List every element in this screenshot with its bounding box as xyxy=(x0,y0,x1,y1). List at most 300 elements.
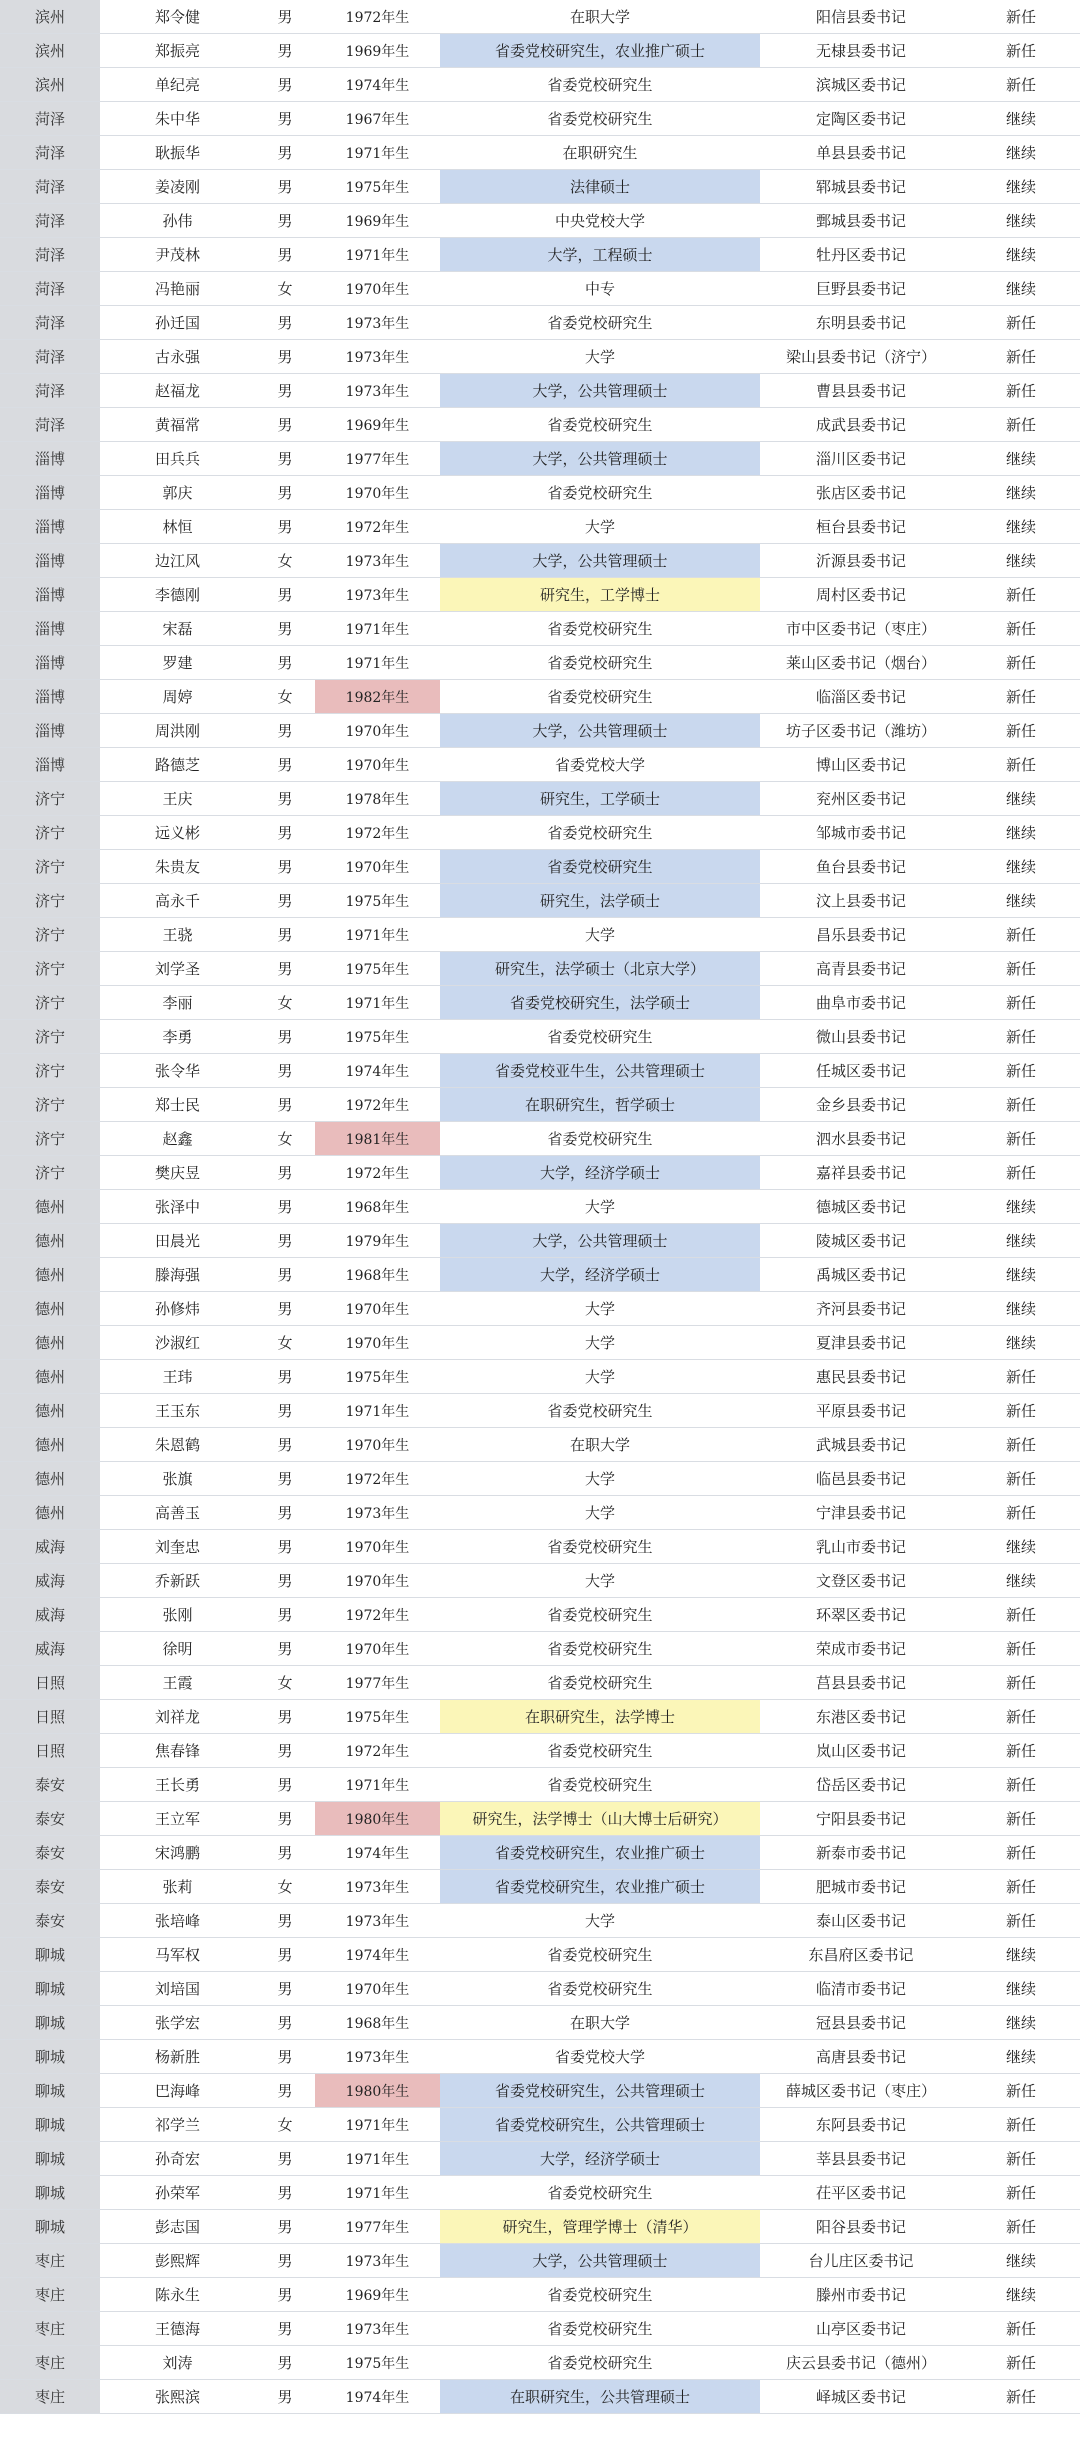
table-row xyxy=(0,714,1080,748)
gender-cell: 男 xyxy=(255,816,315,850)
birth-year-cell: 1970年生 xyxy=(315,476,440,510)
education-cell: 省委党校研究生 xyxy=(440,1394,760,1428)
status-cell: 新任 xyxy=(962,1360,1080,1394)
gender-cell: 男 xyxy=(255,510,315,544)
gender-cell: 男 xyxy=(255,1360,315,1394)
table-row xyxy=(0,1632,1080,1666)
birth-year-cell: 1973年生 xyxy=(315,2312,440,2346)
gender-cell: 男 xyxy=(255,952,315,986)
status-cell: 新任 xyxy=(962,646,1080,680)
table-row xyxy=(0,510,1080,544)
birth-year-cell: 1973年生 xyxy=(315,340,440,374)
table-row xyxy=(0,272,1080,306)
name-cell: 李德刚 xyxy=(100,578,255,612)
gender-cell: 女 xyxy=(255,272,315,306)
status-cell: 继续 xyxy=(962,1972,1080,2006)
table-row xyxy=(0,1054,1080,1088)
table-row xyxy=(0,170,1080,204)
table-row xyxy=(0,952,1080,986)
gender-cell: 女 xyxy=(255,986,315,1020)
birth-year-cell: 1971年生 xyxy=(315,612,440,646)
birth-year-cell: 1973年生 xyxy=(315,2244,440,2278)
gender-cell: 男 xyxy=(255,850,315,884)
gender-cell: 男 xyxy=(255,306,315,340)
city-cell: 枣庄 xyxy=(0,2380,100,2414)
position-cell: 莘县县委书记 xyxy=(760,2142,962,2176)
status-cell: 继续 xyxy=(962,1938,1080,1972)
education-cell: 省委党校研究生，公共管理硕士 xyxy=(440,2108,760,2142)
name-cell: 耿振华 xyxy=(100,136,255,170)
gender-cell: 男 xyxy=(255,0,315,34)
gender-cell: 男 xyxy=(255,2074,315,2108)
city-cell: 聊城 xyxy=(0,2210,100,2244)
status-cell: 新任 xyxy=(962,578,1080,612)
birth-year-cell: 1975年生 xyxy=(315,884,440,918)
status-cell: 继续 xyxy=(962,170,1080,204)
name-cell: 陈永生 xyxy=(100,2278,255,2312)
education-cell: 省委党校研究生 xyxy=(440,2346,760,2380)
birth-year-cell: 1971年生 xyxy=(315,136,440,170)
education-cell: 大学，公共管理硕士 xyxy=(440,374,760,408)
gender-cell: 男 xyxy=(255,1020,315,1054)
city-cell: 淄博 xyxy=(0,748,100,782)
name-cell: 祁学兰 xyxy=(100,2108,255,2142)
city-cell: 滨州 xyxy=(0,0,100,34)
position-cell: 环翠区委书记 xyxy=(760,1598,962,1632)
education-cell: 大学 xyxy=(440,1564,760,1598)
education-cell: 省委党校研究生 xyxy=(440,816,760,850)
city-cell: 济宁 xyxy=(0,1156,100,1190)
position-cell: 沂源县委书记 xyxy=(760,544,962,578)
gender-cell: 男 xyxy=(255,1972,315,2006)
name-cell: 孙奇宏 xyxy=(100,2142,255,2176)
city-cell: 德州 xyxy=(0,1190,100,1224)
city-cell: 聊城 xyxy=(0,2142,100,2176)
table-row xyxy=(0,340,1080,374)
gender-cell: 男 xyxy=(255,1904,315,1938)
city-cell: 菏泽 xyxy=(0,170,100,204)
education-cell: 大学 xyxy=(440,340,760,374)
city-cell: 淄博 xyxy=(0,544,100,578)
education-cell: 大学 xyxy=(440,1190,760,1224)
name-cell: 张熙滨 xyxy=(100,2380,255,2414)
gender-cell: 男 xyxy=(255,2346,315,2380)
gender-cell: 男 xyxy=(255,1734,315,1768)
gender-cell: 女 xyxy=(255,1870,315,1904)
table-row xyxy=(0,1768,1080,1802)
city-cell: 聊城 xyxy=(0,2074,100,2108)
name-cell: 樊庆昱 xyxy=(100,1156,255,1190)
city-cell: 菏泽 xyxy=(0,272,100,306)
birth-year-cell: 1973年生 xyxy=(315,1870,440,1904)
status-cell: 继续 xyxy=(962,1224,1080,1258)
gender-cell: 男 xyxy=(255,748,315,782)
status-cell: 新任 xyxy=(962,612,1080,646)
status-cell: 新任 xyxy=(962,1054,1080,1088)
name-cell: 张刚 xyxy=(100,1598,255,1632)
status-cell: 继续 xyxy=(962,816,1080,850)
table-row xyxy=(0,578,1080,612)
education-cell: 研究生，法学硕士（北京大学） xyxy=(440,952,760,986)
city-cell: 淄博 xyxy=(0,612,100,646)
gender-cell: 女 xyxy=(255,544,315,578)
position-cell: 邹城市委书记 xyxy=(760,816,962,850)
education-cell: 大学，经济学硕士 xyxy=(440,1258,760,1292)
city-cell: 菏泽 xyxy=(0,102,100,136)
birth-year-cell: 1974年生 xyxy=(315,1054,440,1088)
birth-year-cell: 1972年生 xyxy=(315,1156,440,1190)
status-cell: 新任 xyxy=(962,1836,1080,1870)
city-cell: 淄博 xyxy=(0,714,100,748)
education-cell: 大学，工程硕士 xyxy=(440,238,760,272)
city-cell: 淄博 xyxy=(0,442,100,476)
table-row xyxy=(0,1972,1080,2006)
birth-year-cell: 1979年生 xyxy=(315,1224,440,1258)
position-cell: 茌平区委书记 xyxy=(760,2176,962,2210)
birth-year-cell: 1970年生 xyxy=(315,1292,440,1326)
gender-cell: 男 xyxy=(255,102,315,136)
position-cell: 台儿庄区委书记 xyxy=(760,2244,962,2278)
position-cell: 荣成市委书记 xyxy=(760,1632,962,1666)
education-cell: 省委党校研究生 xyxy=(440,2312,760,2346)
table-row xyxy=(0,782,1080,816)
name-cell: 李丽 xyxy=(100,986,255,1020)
status-cell: 新任 xyxy=(962,1632,1080,1666)
city-cell: 菏泽 xyxy=(0,238,100,272)
city-cell: 济宁 xyxy=(0,918,100,952)
gender-cell: 男 xyxy=(255,204,315,238)
position-cell: 莱山区委书记（烟台） xyxy=(760,646,962,680)
education-cell: 省委党校研究生，法学硕士 xyxy=(440,986,760,1020)
city-cell: 菏泽 xyxy=(0,306,100,340)
gender-cell: 男 xyxy=(255,1700,315,1734)
status-cell: 新任 xyxy=(962,1666,1080,1700)
table-row xyxy=(0,442,1080,476)
city-cell: 淄博 xyxy=(0,680,100,714)
gender-cell: 男 xyxy=(255,1054,315,1088)
birth-year-cell: 1971年生 xyxy=(315,918,440,952)
status-cell: 继续 xyxy=(962,102,1080,136)
education-cell: 在职研究生，公共管理硕士 xyxy=(440,2380,760,2414)
name-cell: 赵福龙 xyxy=(100,374,255,408)
status-cell: 继续 xyxy=(962,782,1080,816)
birth-year-cell: 1969年生 xyxy=(315,408,440,442)
education-cell: 在职大学 xyxy=(440,2006,760,2040)
table-row xyxy=(0,1496,1080,1530)
status-cell: 新任 xyxy=(962,2176,1080,2210)
gender-cell: 男 xyxy=(255,714,315,748)
city-cell: 菏泽 xyxy=(0,374,100,408)
table-row xyxy=(0,1428,1080,1462)
birth-year-cell: 1971年生 xyxy=(315,2142,440,2176)
status-cell: 继续 xyxy=(962,136,1080,170)
education-cell: 大学，公共管理硕士 xyxy=(440,2244,760,2278)
birth-year-cell: 1977年生 xyxy=(315,442,440,476)
status-cell: 新任 xyxy=(962,680,1080,714)
status-cell: 新任 xyxy=(962,374,1080,408)
status-cell: 新任 xyxy=(962,1428,1080,1462)
table-row xyxy=(0,2210,1080,2244)
position-cell: 兖州区委书记 xyxy=(760,782,962,816)
city-cell: 泰安 xyxy=(0,1870,100,1904)
name-cell: 罗建 xyxy=(100,646,255,680)
position-cell: 张店区委书记 xyxy=(760,476,962,510)
birth-year-cell: 1973年生 xyxy=(315,374,440,408)
birth-year-cell: 1971年生 xyxy=(315,986,440,1020)
gender-cell: 男 xyxy=(255,1938,315,1972)
position-cell: 禹城区委书记 xyxy=(760,1258,962,1292)
city-cell: 日照 xyxy=(0,1666,100,1700)
name-cell: 张培峰 xyxy=(100,1904,255,1938)
name-cell: 王玮 xyxy=(100,1360,255,1394)
status-cell: 继续 xyxy=(962,850,1080,884)
birth-year-cell: 1975年生 xyxy=(315,2346,440,2380)
gender-cell: 男 xyxy=(255,782,315,816)
position-cell: 坊子区委书记（潍坊） xyxy=(760,714,962,748)
city-cell: 济宁 xyxy=(0,986,100,1020)
table-row xyxy=(0,2142,1080,2176)
gender-cell: 男 xyxy=(255,646,315,680)
city-cell: 德州 xyxy=(0,1224,100,1258)
city-cell: 菏泽 xyxy=(0,340,100,374)
birth-year-cell: 1975年生 xyxy=(315,170,440,204)
position-cell: 滨城区委书记 xyxy=(760,68,962,102)
position-cell: 单县县委书记 xyxy=(760,136,962,170)
status-cell: 新任 xyxy=(962,34,1080,68)
position-cell: 临淄区委书记 xyxy=(760,680,962,714)
education-cell: 省委党校研究生，农业推广硕士 xyxy=(440,1870,760,1904)
education-cell: 大学，公共管理硕士 xyxy=(440,442,760,476)
gender-cell: 男 xyxy=(255,884,315,918)
birth-year-cell: 1968年生 xyxy=(315,2006,440,2040)
education-cell: 省委党校研究生 xyxy=(440,1734,760,1768)
status-cell: 新任 xyxy=(962,2312,1080,2346)
name-cell: 巴海峰 xyxy=(100,2074,255,2108)
name-cell: 滕海强 xyxy=(100,1258,255,1292)
city-cell: 泰安 xyxy=(0,1904,100,1938)
birth-year-cell: 1980年生 xyxy=(315,2074,440,2108)
city-cell: 德州 xyxy=(0,1496,100,1530)
city-cell: 菏泽 xyxy=(0,136,100,170)
birth-year-cell: 1968年生 xyxy=(315,1258,440,1292)
table-row xyxy=(0,1734,1080,1768)
name-cell: 张学宏 xyxy=(100,2006,255,2040)
gender-cell: 男 xyxy=(255,1768,315,1802)
status-cell: 新任 xyxy=(962,1020,1080,1054)
table-row xyxy=(0,2176,1080,2210)
status-cell: 继续 xyxy=(962,442,1080,476)
status-cell: 新任 xyxy=(962,1768,1080,1802)
name-cell: 徐明 xyxy=(100,1632,255,1666)
name-cell: 孙荣军 xyxy=(100,2176,255,2210)
education-cell: 省委党校研究生 xyxy=(440,850,760,884)
table-row xyxy=(0,816,1080,850)
position-cell: 曹县县委书记 xyxy=(760,374,962,408)
city-cell: 淄博 xyxy=(0,646,100,680)
table-row xyxy=(0,1360,1080,1394)
education-cell: 省委党校研究生 xyxy=(440,1122,760,1156)
position-cell: 山亭区委书记 xyxy=(760,2312,962,2346)
position-cell: 新泰市委书记 xyxy=(760,1836,962,1870)
city-cell: 菏泽 xyxy=(0,408,100,442)
position-cell: 东港区委书记 xyxy=(760,1700,962,1734)
gender-cell: 男 xyxy=(255,170,315,204)
city-cell: 淄博 xyxy=(0,578,100,612)
position-cell: 宁津县委书记 xyxy=(760,1496,962,1530)
gender-cell: 男 xyxy=(255,408,315,442)
status-cell: 继续 xyxy=(962,1564,1080,1598)
status-cell: 继续 xyxy=(962,204,1080,238)
gender-cell: 男 xyxy=(255,2040,315,2074)
status-cell: 新任 xyxy=(962,2210,1080,2244)
position-cell: 嘉祥县委书记 xyxy=(760,1156,962,1190)
status-cell: 继续 xyxy=(962,272,1080,306)
position-cell: 成武县委书记 xyxy=(760,408,962,442)
name-cell: 刘祥龙 xyxy=(100,1700,255,1734)
gender-cell: 男 xyxy=(255,136,315,170)
gender-cell: 男 xyxy=(255,2142,315,2176)
name-cell: 王霞 xyxy=(100,1666,255,1700)
status-cell: 继续 xyxy=(962,1190,1080,1224)
position-cell: 东昌府区委书记 xyxy=(760,1938,962,1972)
name-cell: 孙迁国 xyxy=(100,306,255,340)
status-cell: 新任 xyxy=(962,2380,1080,2414)
table-row xyxy=(0,68,1080,102)
education-cell: 省委党校研究生 xyxy=(440,1632,760,1666)
name-cell: 刘奎忠 xyxy=(100,1530,255,1564)
position-cell: 德城区委书记 xyxy=(760,1190,962,1224)
birth-year-cell: 1975年生 xyxy=(315,1700,440,1734)
city-cell: 济宁 xyxy=(0,1088,100,1122)
position-cell: 平原县委书记 xyxy=(760,1394,962,1428)
status-cell: 继续 xyxy=(962,1292,1080,1326)
table-row xyxy=(0,2108,1080,2142)
birth-year-cell: 1972年生 xyxy=(315,1734,440,1768)
birth-year-cell: 1970年生 xyxy=(315,1326,440,1360)
education-cell: 大学 xyxy=(440,1496,760,1530)
birth-year-cell: 1973年生 xyxy=(315,2040,440,2074)
gender-cell: 女 xyxy=(255,1666,315,1700)
table-row xyxy=(0,2278,1080,2312)
status-cell: 继续 xyxy=(962,2006,1080,2040)
city-cell: 济宁 xyxy=(0,1054,100,1088)
gender-cell: 男 xyxy=(255,1394,315,1428)
education-cell: 省委党校研究生 xyxy=(440,68,760,102)
gender-cell: 女 xyxy=(255,1122,315,1156)
table-row xyxy=(0,374,1080,408)
position-cell: 东阿县委书记 xyxy=(760,2108,962,2142)
position-cell: 桓台县委书记 xyxy=(760,510,962,544)
position-cell: 肥城市委书记 xyxy=(760,1870,962,1904)
name-cell: 张旗 xyxy=(100,1462,255,1496)
table-row xyxy=(0,2040,1080,2074)
gender-cell: 女 xyxy=(255,1326,315,1360)
name-cell: 彭志国 xyxy=(100,2210,255,2244)
birth-year-cell: 1971年生 xyxy=(315,238,440,272)
city-cell: 滨州 xyxy=(0,34,100,68)
education-cell: 省委党校研究生，农业推广硕士 xyxy=(440,1836,760,1870)
birth-year-cell: 1970年生 xyxy=(315,714,440,748)
status-cell: 继续 xyxy=(962,544,1080,578)
table-row xyxy=(0,1666,1080,1700)
birth-year-cell: 1969年生 xyxy=(315,204,440,238)
birth-year-cell: 1974年生 xyxy=(315,68,440,102)
city-cell: 济宁 xyxy=(0,850,100,884)
name-cell: 刘培国 xyxy=(100,1972,255,2006)
gender-cell: 男 xyxy=(255,1190,315,1224)
gender-cell: 男 xyxy=(255,2380,315,2414)
status-cell: 新任 xyxy=(962,1598,1080,1632)
name-cell: 朱恩鹤 xyxy=(100,1428,255,1462)
position-cell: 无棣县委书记 xyxy=(760,34,962,68)
gender-cell: 男 xyxy=(255,1428,315,1462)
position-cell: 巨野县委书记 xyxy=(760,272,962,306)
status-cell: 继续 xyxy=(962,2278,1080,2312)
status-cell: 新任 xyxy=(962,2074,1080,2108)
city-cell: 泰安 xyxy=(0,1768,100,1802)
position-cell: 临邑县委书记 xyxy=(760,1462,962,1496)
status-cell: 继续 xyxy=(962,2244,1080,2278)
name-cell: 远义彬 xyxy=(100,816,255,850)
city-cell: 威海 xyxy=(0,1530,100,1564)
gender-cell: 男 xyxy=(255,2244,315,2278)
name-cell: 姜凌刚 xyxy=(100,170,255,204)
table-row xyxy=(0,1394,1080,1428)
gender-cell: 男 xyxy=(255,2006,315,2040)
gender-cell: 男 xyxy=(255,2312,315,2346)
table-row xyxy=(0,850,1080,884)
city-cell: 聊城 xyxy=(0,2176,100,2210)
name-cell: 乔新跃 xyxy=(100,1564,255,1598)
position-cell: 岱岳区委书记 xyxy=(760,1768,962,1802)
gender-cell: 男 xyxy=(255,34,315,68)
position-cell: 定陶区委书记 xyxy=(760,102,962,136)
status-cell: 新任 xyxy=(962,408,1080,442)
position-cell: 曲阜市委书记 xyxy=(760,986,962,1020)
position-cell: 乳山市委书记 xyxy=(760,1530,962,1564)
table-row xyxy=(0,476,1080,510)
city-cell: 淄博 xyxy=(0,476,100,510)
name-cell: 高善玉 xyxy=(100,1496,255,1530)
status-cell: 新任 xyxy=(962,1462,1080,1496)
gender-cell: 女 xyxy=(255,680,315,714)
name-cell: 王庆 xyxy=(100,782,255,816)
status-cell: 新任 xyxy=(962,2108,1080,2142)
city-cell: 枣庄 xyxy=(0,2278,100,2312)
birth-year-cell: 1981年生 xyxy=(315,1122,440,1156)
table-row xyxy=(0,2346,1080,2380)
table-row xyxy=(0,1462,1080,1496)
city-cell: 枣庄 xyxy=(0,2312,100,2346)
gender-cell: 男 xyxy=(255,1224,315,1258)
birth-year-cell: 1973年生 xyxy=(315,1496,440,1530)
birth-year-cell: 1970年生 xyxy=(315,1530,440,1564)
name-cell: 朱贵友 xyxy=(100,850,255,884)
table-row xyxy=(0,1938,1080,1972)
table-row xyxy=(0,34,1080,68)
city-cell: 日照 xyxy=(0,1700,100,1734)
position-cell: 岚山区委书记 xyxy=(760,1734,962,1768)
name-cell: 冯艳丽 xyxy=(100,272,255,306)
name-cell: 彭熙辉 xyxy=(100,2244,255,2278)
birth-year-cell: 1970年生 xyxy=(315,1564,440,1598)
birth-year-cell: 1971年生 xyxy=(315,2108,440,2142)
birth-year-cell: 1972年生 xyxy=(315,1462,440,1496)
name-cell: 王玉东 xyxy=(100,1394,255,1428)
city-cell: 济宁 xyxy=(0,952,100,986)
position-cell: 高青县委书记 xyxy=(760,952,962,986)
birth-year-cell: 1970年生 xyxy=(315,1428,440,1462)
